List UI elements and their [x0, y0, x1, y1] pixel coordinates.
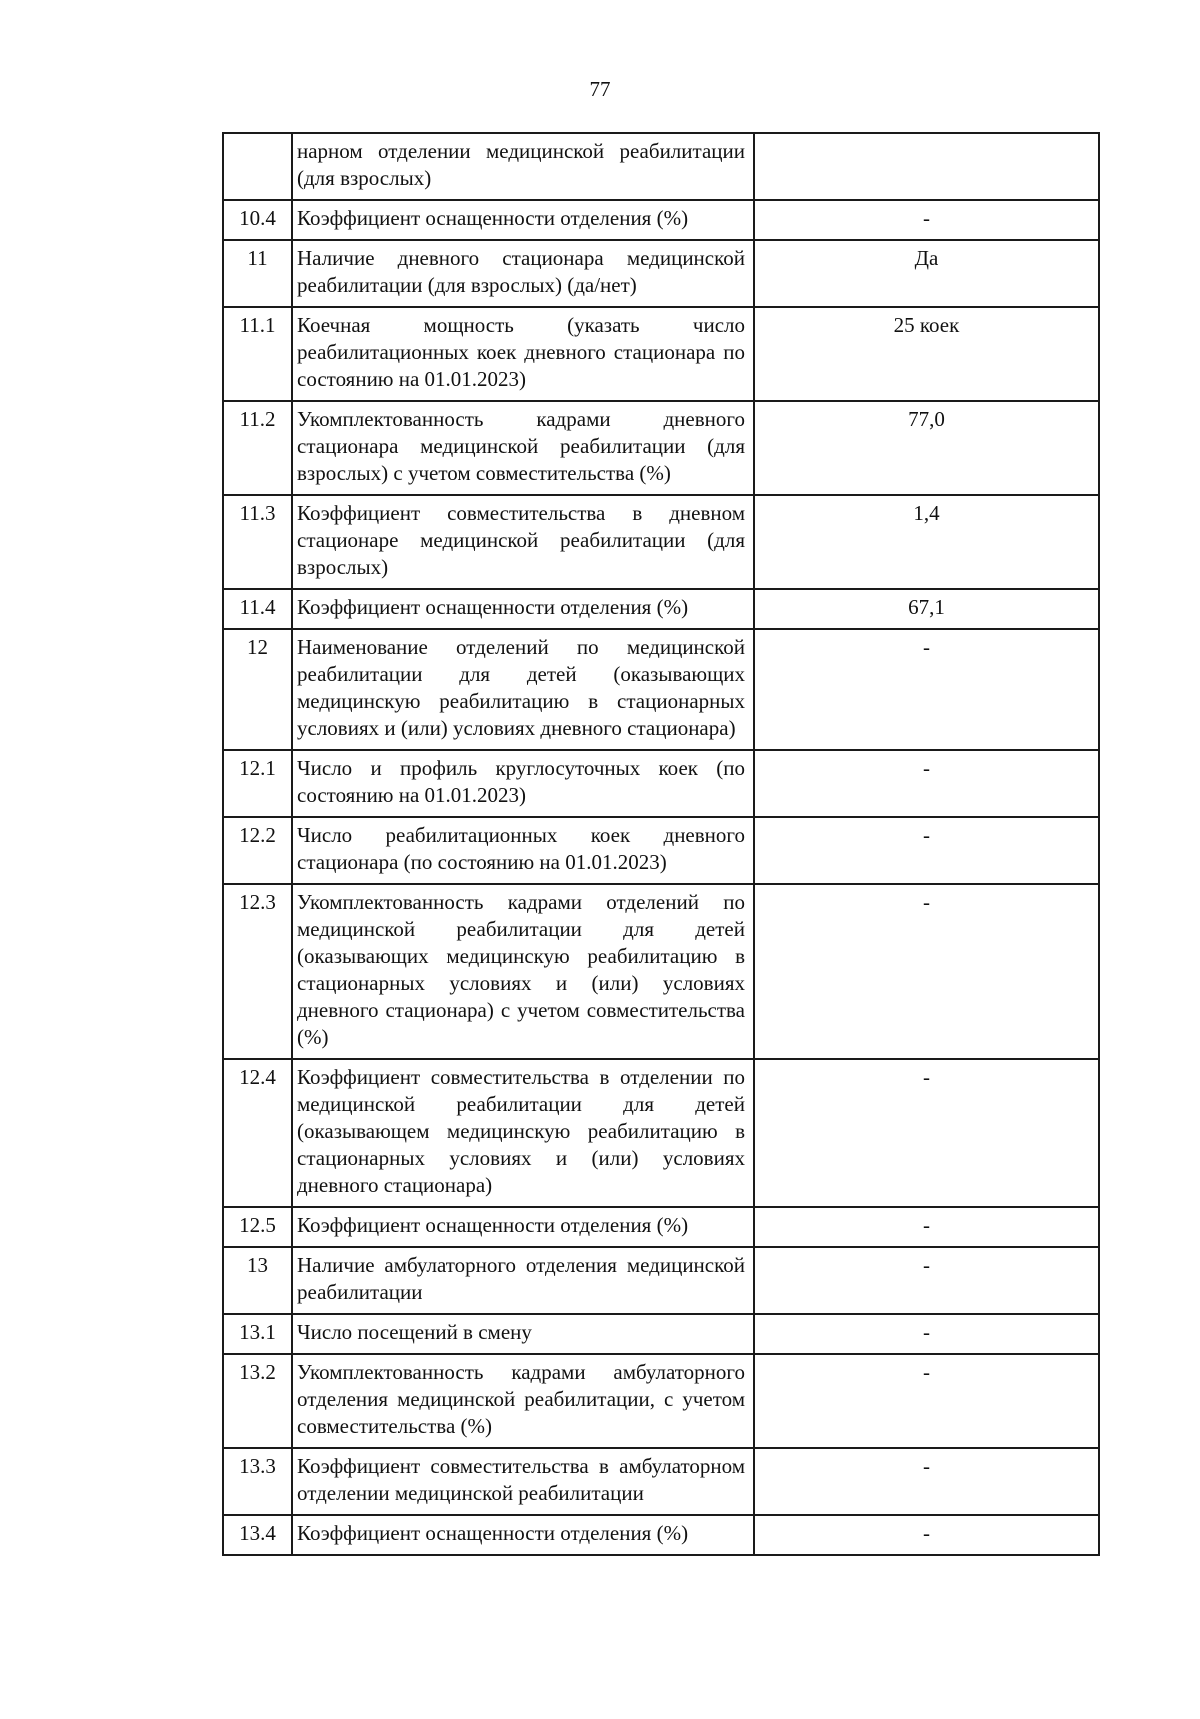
table-row — [223, 1448, 1099, 1515]
table-row — [223, 1515, 1099, 1555]
value-cell: Да — [754, 240, 1099, 307]
table-row — [223, 1207, 1099, 1247]
row-number-cell: 10.4 — [223, 200, 292, 240]
value-cell: - — [754, 817, 1099, 884]
row-number-cell: 12.5 — [223, 1207, 292, 1247]
indicator-text-cell: Число и профиль круглосуточных коек (по состоянию на 01.01.2023) — [292, 750, 754, 817]
value-cell: - — [754, 1515, 1099, 1555]
row-number-cell: 12.1 — [223, 750, 292, 817]
table-row — [223, 750, 1099, 817]
row-number-cell: 11.1 — [223, 307, 292, 401]
value-cell: - — [754, 1059, 1099, 1207]
value-cell: 77,0 — [754, 401, 1099, 495]
indicator-text-cell: Число реабилитационных коек дневного стационара (по состоянию на 01.01.2023) — [292, 817, 754, 884]
row-number-cell: 11 — [223, 240, 292, 307]
table-row — [223, 307, 1099, 401]
row-number-cell: 13.1 — [223, 1314, 292, 1354]
indicator-text-cell: Коэффициент оснащенности отделения (%) — [292, 1515, 754, 1555]
table-row — [223, 200, 1099, 240]
table-row — [223, 589, 1099, 629]
indicator-text-cell: Наименование отделений по медицинской реабилитации для детей (оказывающих медицинскую реабилитацию в стационарных условиях и (или) условиях дневного стационара) — [292, 629, 754, 750]
row-number-cell: 11.2 — [223, 401, 292, 495]
value-cell: 1,4 — [754, 495, 1099, 589]
table-row — [223, 133, 1099, 200]
table-row — [223, 1354, 1099, 1448]
row-number-cell — [223, 133, 292, 200]
indicator-text-cell: Укомплектованность кадрами дневного стационара медицинской реабилитации (для взрослых) с учетом совместительства (%) — [292, 401, 754, 495]
indicator-text-cell: Коечная мощность (указать число реабилитационных коек дневного стационара по состоянию на 01.01.2023) — [292, 307, 754, 401]
indicator-text-cell: нарном отделении медицинской реабилитации (для взрослых) — [292, 133, 754, 200]
table-row — [223, 884, 1099, 1059]
table-row — [223, 817, 1099, 884]
row-number-cell: 12.4 — [223, 1059, 292, 1207]
value-cell: - — [754, 750, 1099, 817]
value-cell: - — [754, 629, 1099, 750]
value-cell: - — [754, 200, 1099, 240]
table-row — [223, 401, 1099, 495]
table-row — [223, 1059, 1099, 1207]
table-row — [223, 1314, 1099, 1354]
value-cell: - — [754, 1354, 1099, 1448]
row-number-cell: 12 — [223, 629, 292, 750]
row-number-cell: 13.2 — [223, 1354, 292, 1448]
indicator-text-cell: Укомплектованность кадрами отделений по медицинской реабилитации для детей (оказывающих медицинскую реабилитацию в стационарных условиях и (или) условиях дневного стационара) с учетом совместительства (%) — [292, 884, 754, 1059]
row-number-cell: 12.3 — [223, 884, 292, 1059]
value-cell: - — [754, 1247, 1099, 1314]
indicator-text-cell: Коэффициент совместительства в дневном стационаре медицинской реабилитации (для взрослых) — [292, 495, 754, 589]
row-number-cell: 11.3 — [223, 495, 292, 589]
indicator-text-cell: Наличие амбулаторного отделения медицинской реабилитации — [292, 1247, 754, 1314]
indicator-text-cell: Коэффициент оснащенности отделения (%) — [292, 589, 754, 629]
value-cell: - — [754, 1448, 1099, 1515]
indicator-text-cell: Коэффициент совместительства в амбулаторном отделении медицинской реабилитации — [292, 1448, 754, 1515]
value-cell: - — [754, 1314, 1099, 1354]
table-row — [223, 495, 1099, 589]
page-number: 77 — [589, 77, 611, 101]
indicator-text-cell: Коэффициент совместительства в отделении по медицинской реабилитации для детей (оказывающем медицинскую реабилитацию в стационарных условиях и (или) условиях дневного стационара) — [292, 1059, 754, 1207]
value-cell: - — [754, 884, 1099, 1059]
row-number-cell: 13 — [223, 1247, 292, 1314]
indicator-text-cell: Коэффициент оснащенности отделения (%) — [292, 1207, 754, 1247]
table-row — [223, 1247, 1099, 1314]
row-number-cell: 13.4 — [223, 1515, 292, 1555]
indicator-text-cell: Число посещений в смену — [292, 1314, 754, 1354]
value-cell: - — [754, 1207, 1099, 1247]
row-number-cell: 12.2 — [223, 817, 292, 884]
table-row — [223, 629, 1099, 750]
indicator-text-cell: Коэффициент оснащенности отделения (%) — [292, 200, 754, 240]
value-cell: 67,1 — [754, 589, 1099, 629]
indicator-text-cell: Укомплектованность кадрами амбулаторного отделения медицинской реабилитации, с учетом совместительства (%) — [292, 1354, 754, 1448]
indicator-text-cell: Наличие дневного стационара медицинской реабилитации (для взрослых) (да/нет) — [292, 240, 754, 307]
indicators-table — [222, 132, 1100, 1556]
row-number-cell: 13.3 — [223, 1448, 292, 1515]
value-cell — [754, 133, 1099, 200]
value-cell: 25 коек — [754, 307, 1099, 401]
table-row — [223, 240, 1099, 307]
row-number-cell: 11.4 — [223, 589, 292, 629]
